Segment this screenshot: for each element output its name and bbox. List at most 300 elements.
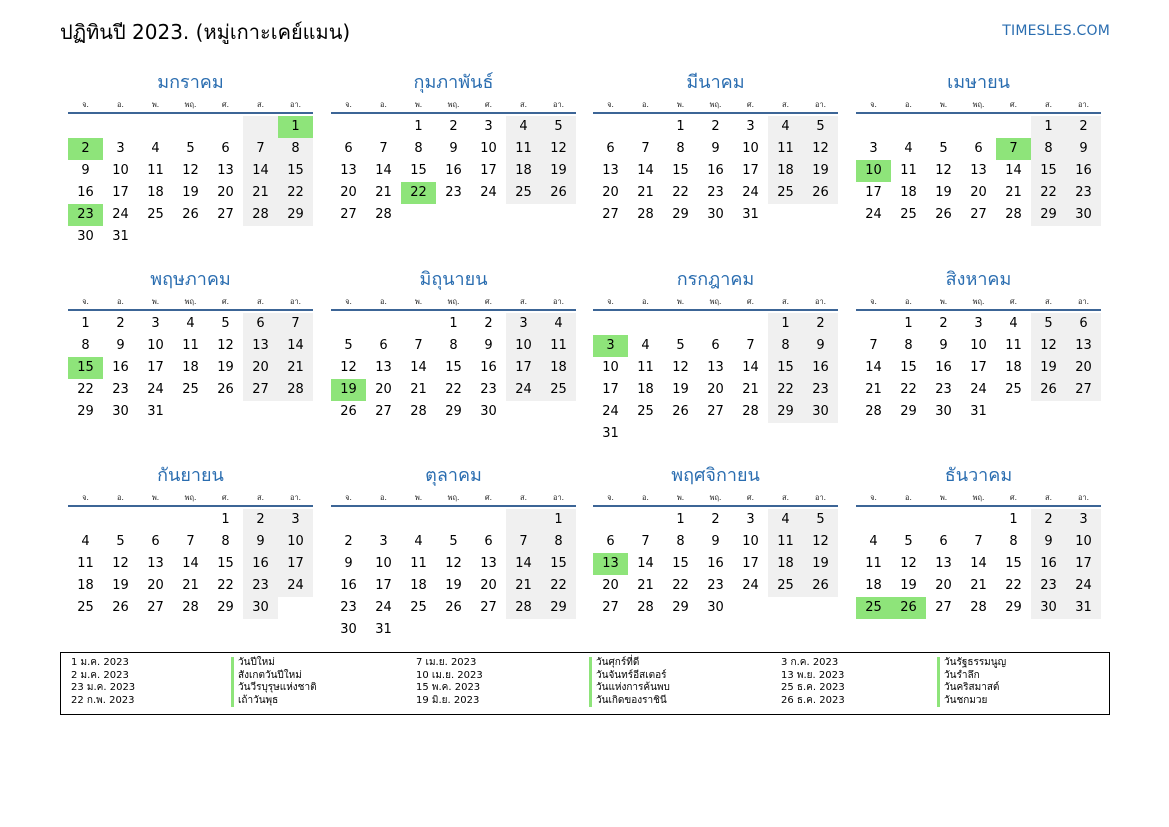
day-cell: 20 <box>147 578 164 593</box>
holiday-day-cell: 10 <box>856 160 891 182</box>
day-cell: 18 <box>900 185 917 200</box>
day-cell: 21 <box>410 382 427 397</box>
day-cell: 29 <box>217 600 234 615</box>
empty-day-cell <box>856 313 891 335</box>
holiday-day-cell: 26 <box>891 597 926 619</box>
day-cell: 21 <box>1005 185 1022 200</box>
day-cell: 28 <box>410 404 427 419</box>
empty-day-cell <box>173 116 208 138</box>
day-cell: 23 <box>112 382 129 397</box>
weekday-header <box>593 491 838 507</box>
weekday-label: ศ. <box>221 297 230 306</box>
weekday-label: อา. <box>552 493 565 502</box>
day-cell: 2 <box>1066 116 1101 138</box>
empty-day-cell <box>173 401 208 423</box>
day-cell: 12 <box>935 163 952 178</box>
weekday-label: ศ. <box>1009 297 1018 306</box>
weekday-label: จ. <box>607 100 614 109</box>
day-cell: 10 <box>602 360 619 375</box>
month-block <box>593 267 838 445</box>
day-cell: 31 <box>147 404 164 419</box>
day-cell: 7 <box>641 534 650 549</box>
weekday-label: พฤ. <box>447 297 460 306</box>
legend-holiday-name: วันเกิดของราชินี <box>589 695 670 708</box>
day-cell: 9 <box>449 141 458 156</box>
legend-date: 1 ม.ค. 2023 <box>71 657 129 668</box>
weekday-label: พฤ. <box>709 297 722 306</box>
day-cell: 7 <box>379 141 388 156</box>
empty-day-cell <box>768 423 803 445</box>
day-cell: 5 <box>116 534 125 549</box>
day-cell: 13 <box>707 360 724 375</box>
day-cell: 12 <box>1031 335 1066 357</box>
day-cell: 8 <box>676 534 685 549</box>
day-cell: 20 <box>480 578 497 593</box>
weekday-label: ส. <box>782 297 789 306</box>
day-cell: 5 <box>803 509 838 531</box>
month-name: กันยายน <box>157 465 224 486</box>
weekday-label: พ. <box>414 493 423 502</box>
day-cell: 22 <box>900 382 917 397</box>
day-cell: 4 <box>904 141 913 156</box>
day-cell: 21 <box>865 382 882 397</box>
empty-day-cell <box>996 116 1031 138</box>
day-cell: 18 <box>865 578 882 593</box>
day-cell: 17 <box>865 185 882 200</box>
empty-day-cell <box>733 597 768 619</box>
month-block <box>68 463 313 619</box>
day-cell: 26 <box>340 404 357 419</box>
day-cell: 27 <box>707 404 724 419</box>
day-cell: 12 <box>217 338 234 353</box>
day-cell: 10 <box>375 556 392 571</box>
day-cell: 27 <box>340 207 357 222</box>
day-cell: 15 <box>768 357 803 379</box>
day-cell: 19 <box>112 578 129 593</box>
page-title: ปฏิทินปี 2023. (หมู่เกาะเคย์แมน) <box>60 20 351 44</box>
month-name: ธันวาคม <box>944 465 1013 486</box>
weekday-label: ส. <box>257 100 264 109</box>
day-cell: 30 <box>112 404 129 419</box>
day-cell: 19 <box>935 185 952 200</box>
day-cell: 6 <box>606 141 615 156</box>
day-cell: 9 <box>116 338 125 353</box>
day-cell: 26 <box>541 182 576 204</box>
weekday-label: อา. <box>552 297 565 306</box>
day-cell: 7 <box>186 534 195 549</box>
empty-day-cell <box>138 509 173 531</box>
weekday-label: อ. <box>642 100 649 109</box>
day-cell: 7 <box>414 338 423 353</box>
weekday-label: ศ. <box>221 100 230 109</box>
weekday-label: พ. <box>151 100 160 109</box>
empty-day-cell <box>103 509 138 531</box>
day-cell: 3 <box>484 119 493 134</box>
day-cell: 25 <box>541 379 576 401</box>
month-name: กรกฎาคม <box>676 269 755 290</box>
empty-day-cell <box>506 619 541 641</box>
holiday-day-cell: 13 <box>593 553 628 575</box>
day-cell: 3 <box>974 316 983 331</box>
empty-day-cell <box>243 226 278 248</box>
weekday-label: พฤ. <box>184 297 197 306</box>
weekday-header <box>331 491 576 507</box>
day-cell: 20 <box>935 578 952 593</box>
day-cell: 9 <box>484 338 493 353</box>
month-name: พฤศจิกายน <box>671 465 760 486</box>
legend-holiday-name: วันวีรบุรุษแห่งชาติ <box>231 682 317 695</box>
weekday-label: จ. <box>870 297 877 306</box>
day-cell: 31 <box>970 404 987 419</box>
empty-day-cell <box>173 509 208 531</box>
day-cell: 2 <box>449 119 458 134</box>
day-cell: 14 <box>970 556 987 571</box>
legend-date: 7 เม.ย. 2023 <box>416 657 477 668</box>
day-cell: 31 <box>742 207 759 222</box>
day-cell: 17 <box>602 382 619 397</box>
day-cell: 14 <box>742 360 759 375</box>
day-cell: 22 <box>541 575 576 597</box>
day-cell: 25 <box>410 600 427 615</box>
day-cell: 13 <box>217 163 234 178</box>
day-cell: 26 <box>182 207 199 222</box>
empty-day-cell <box>436 619 471 641</box>
day-cell: 10 <box>278 531 313 553</box>
day-cell: 13 <box>480 556 497 571</box>
day-cell: 25 <box>147 207 164 222</box>
day-cell: 20 <box>602 185 619 200</box>
day-cell: 17 <box>112 185 129 200</box>
day-cell: 11 <box>506 138 541 160</box>
empty-day-cell <box>243 401 278 423</box>
weekday-label: อ. <box>380 297 387 306</box>
weekday-label: พ. <box>939 100 948 109</box>
day-cell: 12 <box>112 556 129 571</box>
day-cell: 21 <box>182 578 199 593</box>
day-cell: 11 <box>768 138 803 160</box>
day-grid <box>68 116 313 248</box>
day-cell: 22 <box>278 182 313 204</box>
day-cell: 2 <box>803 313 838 335</box>
weekday-label: จ. <box>82 297 89 306</box>
day-cell: 2 <box>1031 509 1066 531</box>
empty-day-cell <box>593 116 628 138</box>
weekday-label: พฤ. <box>447 100 460 109</box>
day-cell: 23 <box>1066 182 1101 204</box>
day-cell: 21 <box>970 578 987 593</box>
day-cell: 22 <box>1005 578 1022 593</box>
day-grid <box>856 313 1101 423</box>
day-cell: 26 <box>803 575 838 597</box>
day-grid <box>593 116 838 226</box>
day-cell: 5 <box>1031 313 1066 335</box>
day-cell: 31 <box>1066 597 1101 619</box>
empty-day-cell <box>628 423 663 445</box>
day-cell: 17 <box>970 360 987 375</box>
holiday-day-cell: 23 <box>68 204 103 226</box>
day-cell: 14 <box>243 160 278 182</box>
weekday-label: พ. <box>939 493 948 502</box>
day-cell: 5 <box>904 534 913 549</box>
day-cell: 12 <box>803 138 838 160</box>
day-cell: 1 <box>81 316 90 331</box>
day-cell: 12 <box>182 163 199 178</box>
day-cell: 28 <box>1005 207 1022 222</box>
day-cell: 29 <box>445 404 462 419</box>
day-cell: 19 <box>182 185 199 200</box>
month-block <box>331 267 576 423</box>
day-cell: 4 <box>186 316 195 331</box>
day-cell: 10 <box>742 534 759 549</box>
empty-day-cell <box>961 509 996 531</box>
day-cell: 16 <box>112 360 129 375</box>
day-cell: 25 <box>768 575 803 597</box>
empty-day-cell <box>768 597 803 619</box>
day-cell: 13 <box>1066 335 1101 357</box>
day-cell: 22 <box>217 578 234 593</box>
legend-date: 15 พ.ค. 2023 <box>416 682 481 694</box>
empty-day-cell <box>208 401 243 423</box>
day-cell: 8 <box>676 141 685 156</box>
empty-day-cell <box>663 313 698 335</box>
day-cell: 23 <box>707 578 724 593</box>
day-cell: 7 <box>506 531 541 553</box>
weekday-label: ศ. <box>1009 100 1018 109</box>
empty-day-cell <box>68 509 103 531</box>
day-cell: 24 <box>865 207 882 222</box>
day-cell: 24 <box>970 382 987 397</box>
weekday-label: จ. <box>82 493 89 502</box>
day-cell: 15 <box>672 556 689 571</box>
day-cell: 26 <box>935 207 952 222</box>
day-cell: 21 <box>506 575 541 597</box>
day-cell: 27 <box>970 207 987 222</box>
day-cell: 7 <box>869 338 878 353</box>
day-cell: 30 <box>77 229 94 244</box>
day-cell: 22 <box>672 185 689 200</box>
day-cell: 15 <box>1031 160 1066 182</box>
day-grid <box>331 116 576 226</box>
day-cell: 25 <box>1005 382 1022 397</box>
day-cell: 14 <box>278 335 313 357</box>
day-cell: 8 <box>221 534 230 549</box>
day-cell: 21 <box>742 382 759 397</box>
day-cell: 9 <box>711 141 720 156</box>
day-cell: 16 <box>243 553 278 575</box>
holiday-day-cell: 2 <box>68 138 103 160</box>
day-cell: 1 <box>1009 512 1018 527</box>
day-cell: 23 <box>707 185 724 200</box>
day-cell: 19 <box>803 160 838 182</box>
empty-day-cell <box>401 509 436 531</box>
day-cell: 11 <box>900 163 917 178</box>
day-cell: 11 <box>865 556 882 571</box>
weekday-header <box>331 98 576 114</box>
weekday-label: อา. <box>289 493 302 502</box>
empty-day-cell <box>926 509 961 531</box>
day-cell: 24 <box>1066 575 1101 597</box>
day-cell: 15 <box>410 163 427 178</box>
day-cell: 13 <box>375 360 392 375</box>
legend-date: 13 พ.ย. 2023 <box>781 669 845 681</box>
weekday-label: จ. <box>345 100 352 109</box>
day-cell: 24 <box>147 382 164 397</box>
weekday-label: ส. <box>257 493 264 502</box>
month-block <box>593 70 838 226</box>
day-cell: 13 <box>935 556 952 571</box>
day-cell: 28 <box>637 600 654 615</box>
day-cell: 18 <box>506 160 541 182</box>
empty-day-cell <box>436 509 471 531</box>
day-cell: 4 <box>81 534 90 549</box>
day-cell: 25 <box>182 382 199 397</box>
day-cell: 20 <box>1066 357 1101 379</box>
site-link[interactable]: TIMESLES.COM <box>1002 23 1110 39</box>
day-cell: 18 <box>77 578 94 593</box>
weekday-label: ส. <box>1045 493 1052 502</box>
legend-date: 10 เม.ย. 2023 <box>416 669 483 681</box>
day-cell: 19 <box>672 382 689 397</box>
day-cell: 26 <box>217 382 234 397</box>
day-cell: 24 <box>375 600 392 615</box>
weekday-label: จ. <box>607 493 614 502</box>
day-cell: 7 <box>641 141 650 156</box>
day-cell: 27 <box>480 600 497 615</box>
day-cell: 6 <box>711 338 720 353</box>
day-cell: 3 <box>116 141 125 156</box>
legend-holiday-name: วันรำลึก <box>937 670 1006 683</box>
day-cell: 28 <box>742 404 759 419</box>
month-name: สิงหาคม <box>945 269 1012 290</box>
day-cell: 25 <box>77 600 94 615</box>
day-cell: 9 <box>1031 531 1066 553</box>
day-cell: 4 <box>506 116 541 138</box>
day-cell: 6 <box>974 141 983 156</box>
weekday-label: พ. <box>676 100 685 109</box>
weekday-label: ศ. <box>1009 493 1018 502</box>
day-cell: 6 <box>243 313 278 335</box>
day-cell: 27 <box>935 600 952 615</box>
day-cell: 14 <box>637 163 654 178</box>
day-cell: 14 <box>375 163 392 178</box>
day-cell: 23 <box>1031 575 1066 597</box>
day-cell: 31 <box>112 229 129 244</box>
day-cell: 4 <box>869 534 878 549</box>
day-cell: 2 <box>116 316 125 331</box>
day-cell: 11 <box>77 556 94 571</box>
month-name: เมษายน <box>947 72 1010 93</box>
day-cell: 27 <box>243 379 278 401</box>
weekday-label: ศ. <box>746 493 755 502</box>
day-cell: 12 <box>445 556 462 571</box>
day-cell: 2 <box>711 512 720 527</box>
weekday-label: พ. <box>676 297 685 306</box>
day-cell: 27 <box>602 207 619 222</box>
day-cell: 27 <box>375 404 392 419</box>
day-cell: 3 <box>151 316 160 331</box>
weekday-label: พฤ. <box>972 297 985 306</box>
month-block <box>331 463 576 641</box>
day-cell: 9 <box>81 163 90 178</box>
day-cell: 29 <box>672 207 689 222</box>
day-cell: 4 <box>768 116 803 138</box>
day-cell: 18 <box>410 578 427 593</box>
day-cell: 26 <box>672 404 689 419</box>
day-cell: 9 <box>243 531 278 553</box>
day-cell: 7 <box>243 138 278 160</box>
holiday-day-cell: 25 <box>856 597 891 619</box>
empty-day-cell <box>471 509 506 531</box>
weekday-label: จ. <box>345 493 352 502</box>
day-cell: 30 <box>243 597 278 619</box>
month-block <box>593 463 838 619</box>
month-block <box>856 463 1101 619</box>
weekday-label: อา. <box>289 297 302 306</box>
day-cell: 1 <box>676 119 685 134</box>
empty-day-cell <box>663 423 698 445</box>
day-cell: 9 <box>1066 138 1101 160</box>
empty-day-cell <box>768 204 803 226</box>
day-cell: 13 <box>243 335 278 357</box>
day-cell: 11 <box>147 163 164 178</box>
weekday-label: ส. <box>1045 297 1052 306</box>
day-cell: 19 <box>445 578 462 593</box>
day-cell: 24 <box>742 185 759 200</box>
weekday-label: ส. <box>520 100 527 109</box>
day-cell: 21 <box>375 185 392 200</box>
day-cell: 23 <box>340 600 357 615</box>
day-cell: 2 <box>939 316 948 331</box>
day-cell: 5 <box>344 338 353 353</box>
day-cell: 28 <box>506 597 541 619</box>
month-block <box>68 70 313 248</box>
empty-day-cell <box>541 401 576 423</box>
empty-day-cell <box>593 313 628 335</box>
weekday-label: อา. <box>1077 297 1090 306</box>
weekday-label: พ. <box>939 297 948 306</box>
day-cell: 21 <box>278 357 313 379</box>
day-cell: 11 <box>541 335 576 357</box>
weekday-label: อ. <box>117 297 124 306</box>
empty-day-cell <box>138 116 173 138</box>
day-cell: 11 <box>768 531 803 553</box>
day-cell: 12 <box>900 556 917 571</box>
month-block <box>856 267 1101 423</box>
day-cell: 3 <box>869 141 878 156</box>
weekday-label: อา. <box>1077 493 1090 502</box>
day-cell: 8 <box>1009 534 1018 549</box>
empty-day-cell <box>208 226 243 248</box>
day-cell: 9 <box>711 534 720 549</box>
day-cell: 27 <box>147 600 164 615</box>
weekday-label: พ. <box>151 297 160 306</box>
legend-holiday-name: วันคริสมาสต์ <box>937 682 1006 695</box>
day-cell: 5 <box>221 316 230 331</box>
weekday-label: พฤ. <box>709 493 722 502</box>
day-cell: 12 <box>541 138 576 160</box>
empty-day-cell <box>173 226 208 248</box>
weekday-label: ศ. <box>746 100 755 109</box>
legend-dates-col-3 <box>781 657 845 707</box>
day-cell: 14 <box>1005 163 1022 178</box>
empty-day-cell <box>961 116 996 138</box>
weekday-label: อา. <box>1077 100 1090 109</box>
day-cell: 5 <box>803 116 838 138</box>
month-name: มิถุนายน <box>419 269 488 290</box>
day-cell: 15 <box>217 556 234 571</box>
day-cell: 3 <box>506 313 541 335</box>
day-cell: 24 <box>278 575 313 597</box>
